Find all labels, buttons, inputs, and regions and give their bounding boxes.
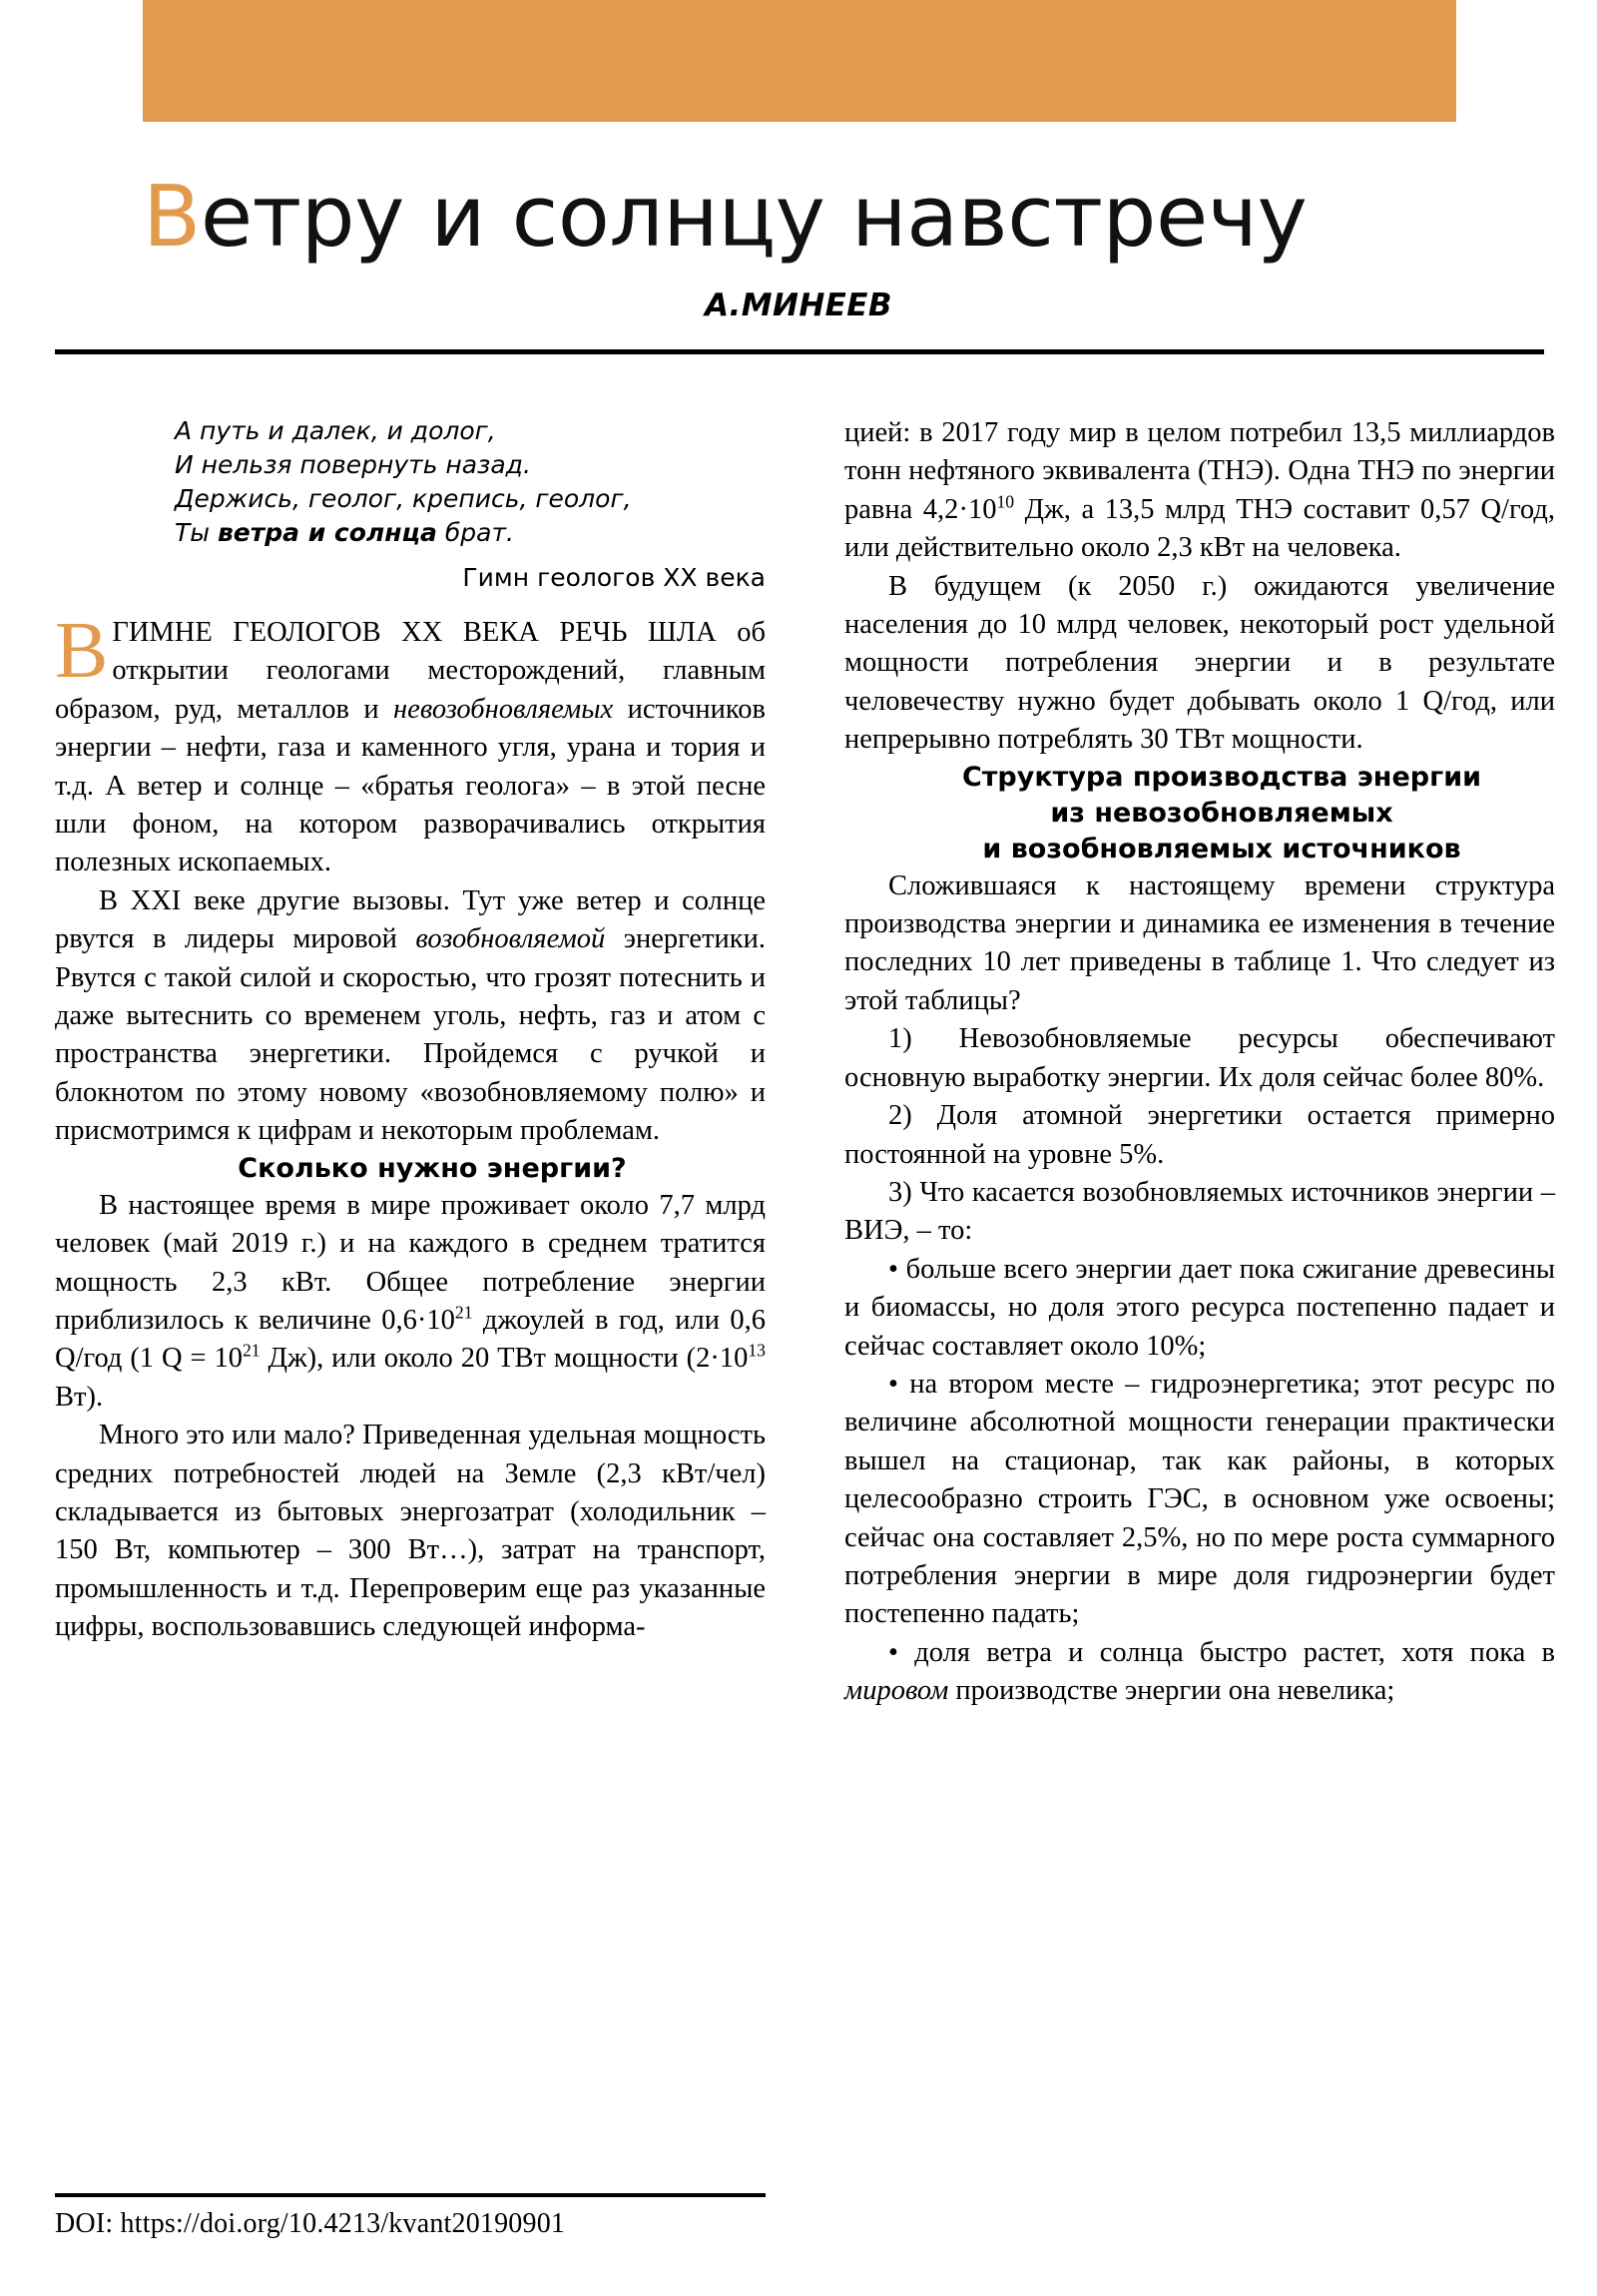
right-column: [844, 414, 1555, 1711]
p2-text-2: энергетики. Рвутся с такой силой и скоростью, что грозят потеснить и даже вытеснить со временем уголь, нефть, газ и атом с пространства энергетики. Пройдемся с ручкой и блокнотом по этому новому «возобновляемому полю» и присмотримся к цифрам и некоторым проблемам.: [55, 923, 766, 1147]
doi-divider: [55, 2193, 766, 2197]
header-divider: [55, 349, 1544, 354]
paragraph-future-2050: В будущем (к 2050 г.) ожидаются увеличение населения до 10 млрд человек, некоторый рост удельной мощности потребления энергии и в результате человечеству нужно будет добывать около 1 Q/год, или непрерывно потреблять 30 ТВт мощности.: [844, 570, 1555, 756]
p2-italic-term: возобновляемой: [415, 923, 606, 955]
bullet3-text-a: • доля ветра и солнца быстро растет, хотя пока в: [888, 1636, 1555, 1668]
epigraph-line-3: Держись, геолог, крепись, геолог,: [175, 484, 632, 513]
bullet3-text-b: производстве энергии она невелика;: [948, 1675, 1395, 1707]
bullet3-italic-term: мировом: [844, 1675, 949, 1707]
epigraph-line-4-suffix: брат.: [436, 518, 514, 547]
left-column: [55, 414, 766, 1647]
epigraph-line-4-prefix: Ты: [175, 518, 218, 547]
p2-text-1: В XXI веке другие вызовы. Тут уже ветер и солнце рвутся в лидеры мировой: [55, 884, 766, 955]
p3-base-1: 10: [426, 1304, 455, 1336]
lead-text-1: об открытии геологами месторождений, главным образом, руд, металлов и: [55, 617, 766, 725]
epigraph-line-4-bold: ветра и солнца: [217, 518, 437, 547]
epigraph-source: Гимн геологов XX века: [462, 563, 766, 592]
epigraph-line-2: И нельзя повернуть назад.: [175, 450, 531, 479]
section-heading-line-2: из невозобновляемых: [1050, 797, 1393, 829]
lead-italic-term: невозобновляемых: [393, 693, 614, 725]
p3-sup-1: 21: [454, 1302, 473, 1323]
p3-text-c: Дж), или около 20 ТВт мощности (2: [260, 1343, 711, 1375]
r1-base: 10: [967, 493, 997, 525]
bullet-item-hydro: • на втором месте – гидроэнергетика; этот ресурс по величине абсолютной мощности генерации практически вышел на стационар, так как районы, в которых целесообразно строить ГЭС, в основном уже освоены; сейчас она составляет 2,5%, но по мере роста суммарного потребления энергии в мире доля гидроэнергии будет постепенно падать;: [844, 1368, 1555, 1630]
p3-sup-3: 13: [748, 1340, 766, 1361]
p3-text-b: джоулей в год, или 0,6 Q/год (1 Q =: [55, 1304, 766, 1375]
r1-text-b: Дж, а 13,5 млрд ТНЭ составит 0,57 Q/год, или действительно около 2,3 кВт на человека.: [844, 493, 1555, 564]
paragraph-world-consumption: [55, 1187, 766, 1417]
p3-sup-2: 21: [242, 1340, 261, 1361]
epigraph-line-4: [175, 516, 766, 550]
p3-power-2: [214, 1340, 261, 1375]
bullet-item-biomass: • больше всего энергии дает пока сжигание древесины и биомассы, но доля этого ресурса постепенно падает и сейчас составляет около 10%;: [844, 1253, 1555, 1362]
paragraph-per-capita-breakdown: Много это или мало? Приведенная удельная мощность средних потребностей людей на Земле (2,3 кВт/чел) складывается из бытовых энергозатрат (холодильник – 150 Вт, компьютер – 300 Вт…), затрат на транспорт, промышленность и т.д. Перепроверим еще раз указанные цифры, воспользовавшись следующей информа-: [55, 1420, 766, 1643]
lead-text-2: источников энергии – нефти, газа и каменного угля, урана и тория и т.д. А ветер и солнце – «братья геолога» – в этой песне шли фоном, на котором разворачивались открытия полезных ископаемых.: [55, 693, 767, 878]
author-byline: А.МИНЕЕВ: [705, 287, 892, 323]
title-text: етру и солнцу навстречу: [200, 167, 1308, 267]
section-heading-line-3: и возобновляемых источников: [982, 833, 1461, 864]
bullet-item-wind-solar: [844, 1634, 1555, 1711]
list-item-1: 1) Невозобновляемые ресурсы обеспечивают основную выработку энергии. Их доля сейчас более 80%.: [844, 1023, 1555, 1093]
page-title: [143, 167, 1460, 267]
epigraph-line-1: А путь и далек, и долог,: [175, 416, 496, 445]
r1-text-a: цией: в 2017 году мир в целом потребил 13,5 миллиардов тонн нефтяного эквивалента (ТНЭ). Одна ТНЭ по энергии равна 4,2: [844, 417, 1555, 525]
lead-paragraph: [55, 607, 767, 882]
doi-footer[interactable]: DOI: https://doi.org/10.4213/kvant20190901: [55, 2208, 566, 2239]
epigraph: [175, 414, 766, 550]
paragraph-table-intro: Сложившаяся к настоящему времени структура производства энергии и динамика ее изменения в течение последних 10 лет приведены в таблице 1. Что следует из этой таблицы?: [844, 869, 1555, 1016]
paragraph-xxi-century: [55, 882, 766, 1151]
title-initial-letter: В: [143, 167, 201, 267]
lead-smallcaps: ГИМНЕ ГЕОЛОГОВ XX ВЕКА РЕЧЬ ШЛА: [112, 617, 717, 648]
masthead-banner: [143, 0, 1456, 122]
list-item-3: 3) Что касается возобновляемых источников энергии – ВИЭ, – то:: [844, 1176, 1555, 1247]
list-item-2: 2) Доля атомной энергетики остается примерно постоянной на уровне 5%.: [844, 1100, 1555, 1170]
r1-sup: 10: [996, 491, 1015, 512]
p3-text-d: Вт).: [55, 1381, 104, 1413]
section-heading-energy-needed: Сколько нужно энергии?: [238, 1152, 627, 1184]
section-heading-line-1: Структура производства энергии: [961, 761, 1482, 793]
p3-multiplier-1: $\cdot 10^{21}$: [416, 1302, 473, 1336]
section-heading-energy-structure: [844, 760, 1555, 867]
r1-multiplier: $\cdot 10^{10}$: [958, 491, 1015, 525]
p3-base-3: 10: [719, 1343, 749, 1375]
p3-base-2: 10: [214, 1343, 243, 1375]
drop-cap-letter: В: [55, 607, 109, 695]
paragraph-2017-consumption: [844, 414, 1555, 568]
p3-text-a: В настоящее время в мире проживает около 7,7 млрд человек (май 2019 г.) и на каждого в среднем тратится мощность 2,3 кВт. Общее потребление энергии приблизилось к величине 0,6: [55, 1189, 766, 1336]
p3-multiplier-3: $\cdot 10^{13}$: [710, 1340, 766, 1375]
